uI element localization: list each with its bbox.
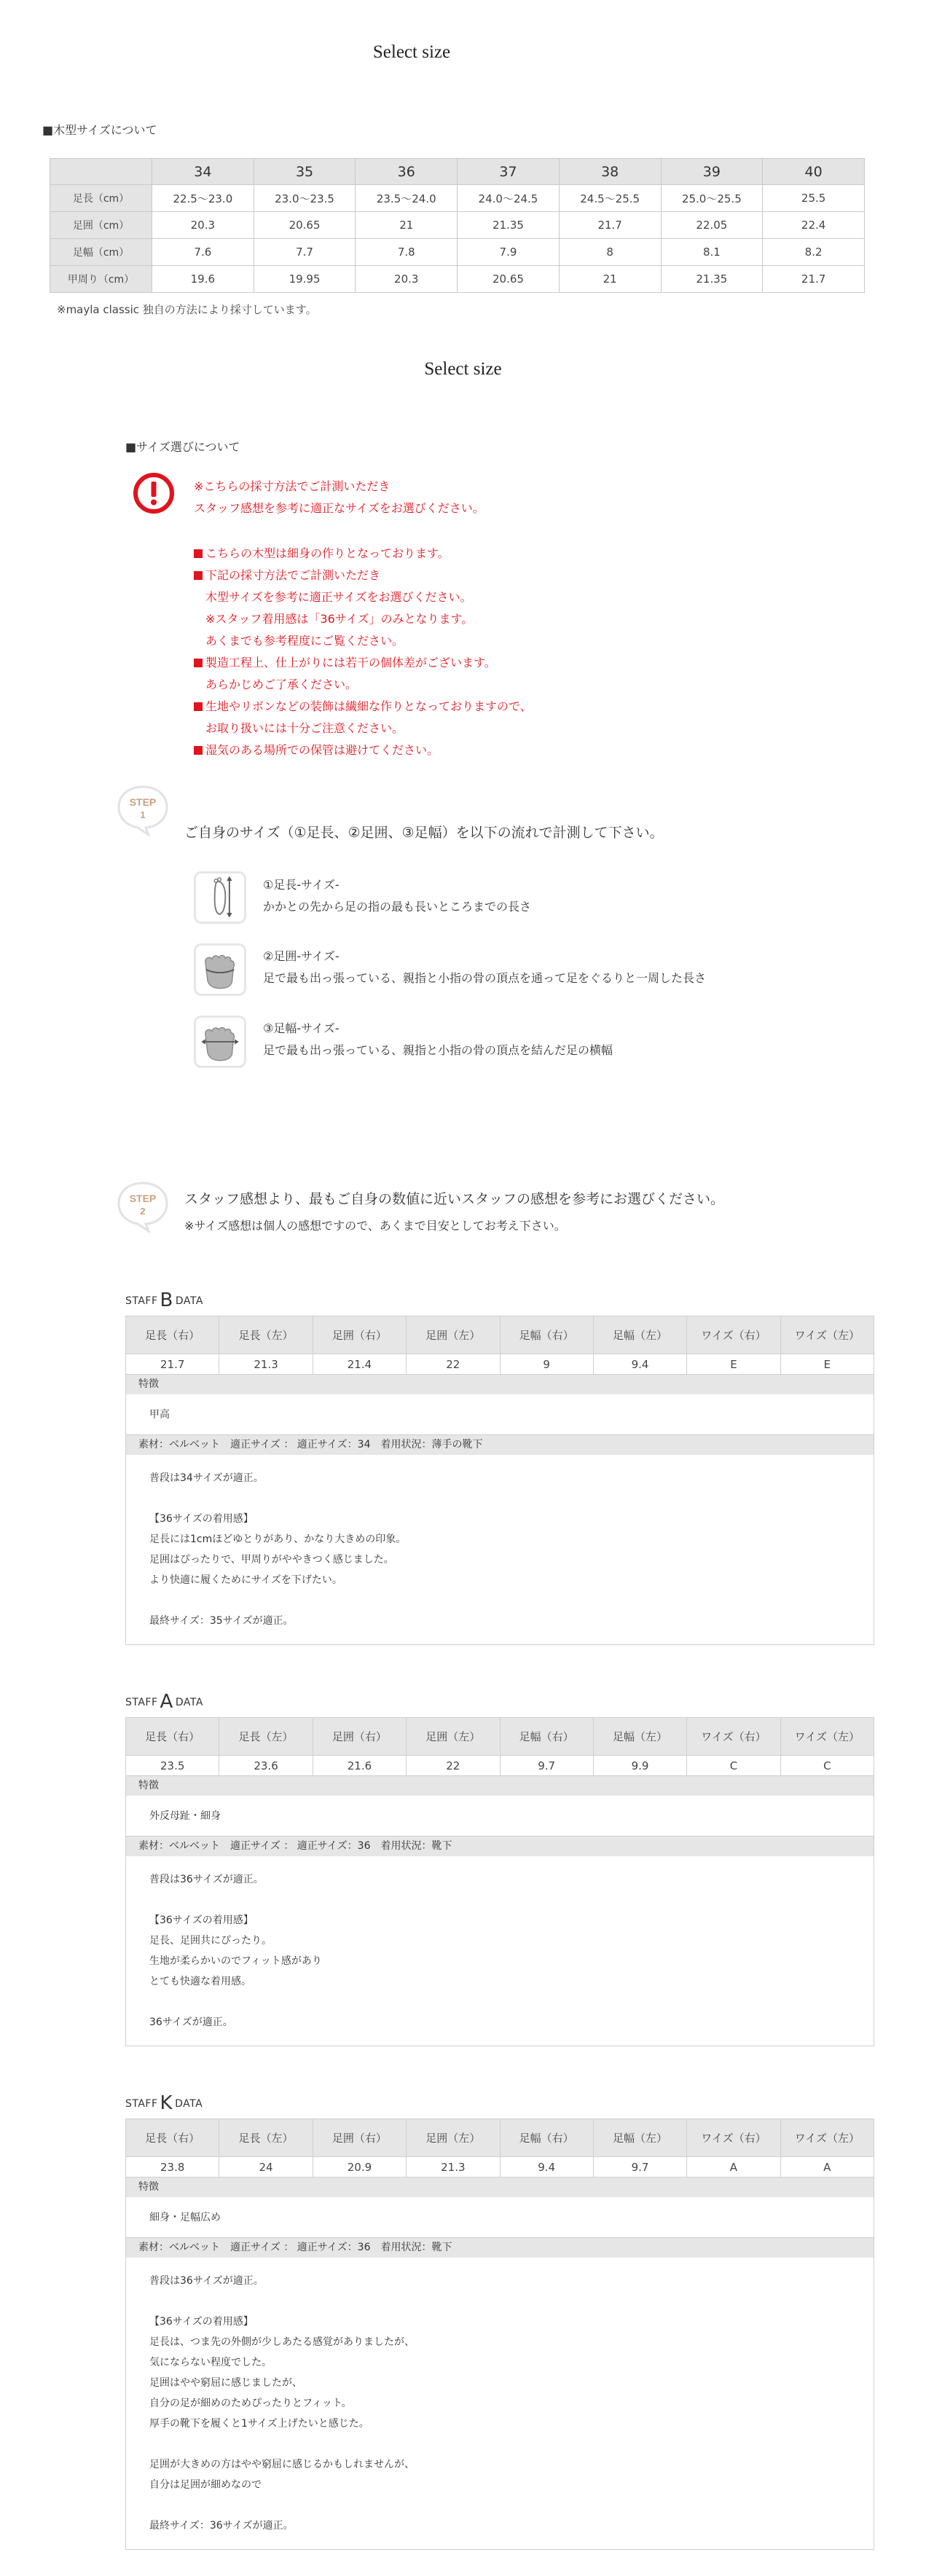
staff-header-cell: 足幅（右） bbox=[500, 1718, 593, 1756]
size-cell: 19.6 bbox=[152, 266, 254, 293]
size-header-cell: 38 bbox=[559, 159, 661, 185]
foot-girth-icon bbox=[194, 943, 246, 996]
staff-block bbox=[125, 1691, 874, 2046]
staff-value-cell: E bbox=[780, 1354, 874, 1375]
notice-text: こちらの木型は細身の作りとなっております。 bbox=[205, 546, 450, 560]
size-cell: 23.5～24.0 bbox=[356, 185, 458, 212]
staff-measure-table bbox=[125, 1316, 874, 1375]
material-info: 素材：ベルベット 適正サイズ ： 適正サイズ：36 着用状況：靴下 bbox=[125, 2238, 874, 2258]
staff-header-cell: 足長（右） bbox=[126, 1718, 219, 1756]
size-header-cell: 34 bbox=[152, 159, 254, 185]
staff-value-cell: 9.4 bbox=[500, 2157, 593, 2178]
size-header-cell: 40 bbox=[763, 159, 865, 185]
notice-line bbox=[194, 674, 532, 696]
material-info: 素材：ベルベット 適正サイズ ： 適正サイズ：34 着用状況：薄手の靴下 bbox=[125, 1435, 874, 1455]
notice-text: あくまでも参考程度にご覧ください。 bbox=[205, 634, 404, 648]
size-cell: 7.8 bbox=[356, 239, 458, 266]
staff-block bbox=[125, 2092, 874, 2550]
measure-title: ③足幅-サイズ- bbox=[263, 1021, 340, 1035]
staff-header-cell: ワイズ（右） bbox=[687, 1316, 780, 1354]
staff-header-cell: 足長（右） bbox=[126, 2119, 219, 2157]
feature-label: 特徴 bbox=[125, 1375, 874, 1394]
comment-line: 【36サイズの着用感】 bbox=[149, 1915, 254, 1926]
size-cell: 8 bbox=[559, 239, 661, 266]
staff-value-cell: 21.3 bbox=[219, 1354, 313, 1375]
staff-header-cell: 足幅（右） bbox=[500, 1316, 593, 1354]
comment-line: 自分は足囲が細めなので bbox=[149, 2479, 262, 2491]
size-header-corner bbox=[50, 159, 152, 185]
staff-value-cell: 21.7 bbox=[126, 1354, 219, 1375]
size-cell: 7.6 bbox=[152, 239, 254, 266]
comment-line: 足囲が大きめの方はやや窮屈に感じるかもしれませんが、 bbox=[149, 2459, 415, 2470]
size-cell: 23.0～23.5 bbox=[254, 185, 356, 212]
staff-heading-prefix: STAFF bbox=[125, 2098, 158, 2110]
comment-line: 普段は36サイズが適正。 bbox=[149, 1874, 264, 1885]
staff-value-cell: 9.4 bbox=[593, 1354, 686, 1375]
staff-header-cell: ワイズ（右） bbox=[687, 1718, 780, 1756]
red-square-bullet-icon bbox=[194, 702, 203, 711]
comment-line: 普段は34サイズが適正。 bbox=[149, 1472, 264, 1484]
step2-badge-label: STEP bbox=[129, 1193, 157, 1204]
staff-comment bbox=[125, 1455, 874, 1645]
step2-badge-number: 2 bbox=[140, 1206, 146, 1217]
notice-text: 製造工程上、仕上がりには若干の個体差がございます。 bbox=[205, 656, 496, 669]
size-header-cell: 37 bbox=[458, 159, 560, 185]
size-cell: 19.95 bbox=[254, 266, 356, 293]
size-cell: 21 bbox=[356, 212, 458, 239]
staff-block bbox=[125, 1289, 874, 1645]
size-row bbox=[50, 239, 865, 266]
staff-value-cell: 9.7 bbox=[500, 1756, 593, 1776]
comment-line bbox=[149, 2291, 850, 2312]
wood-size-table bbox=[50, 158, 865, 293]
staff-value-row bbox=[126, 2157, 874, 2178]
notice-line bbox=[194, 630, 532, 652]
staff-value-cell: 21.6 bbox=[313, 1756, 406, 1776]
staff-header-cell: 足長（左） bbox=[219, 2119, 313, 2157]
staff-header-cell: 足囲（右） bbox=[313, 1718, 406, 1756]
comment-line: 足長には1cmほどゆとりがあり、かなり大きめの印象。 bbox=[149, 1534, 407, 1545]
staff-value-cell: 20.9 bbox=[313, 2157, 406, 2178]
size-cell: 22.4 bbox=[763, 212, 865, 239]
staff-heading-letter: K bbox=[160, 2092, 173, 2114]
staff-measure-table bbox=[125, 2118, 874, 2178]
feature-label: 特徴 bbox=[125, 1776, 874, 1796]
size-row bbox=[50, 266, 865, 293]
staff-heading-letter: B bbox=[160, 1289, 173, 1311]
section-title: Select size bbox=[424, 359, 502, 379]
warning-icon bbox=[132, 471, 176, 515]
material-info: 素材：ベルベット 適正サイズ ： 適正サイズ：36 着用状況：靴下 bbox=[125, 1837, 874, 1856]
staff-value-cell: 9 bbox=[500, 1354, 593, 1375]
step2-note: ※サイズ感想は個人の感想ですので、あくまで目安としてお考え下さい。 bbox=[184, 1219, 566, 1233]
staff-header-cell: 足囲（左） bbox=[407, 1718, 500, 1756]
staff-header-cell: ワイズ（右） bbox=[687, 2119, 780, 2157]
comment-line: 足囲はぴったりで、甲周りがややきつく感じました。 bbox=[149, 1554, 394, 1566]
staff-header-cell: 足囲（右） bbox=[313, 1316, 406, 1354]
size-cell: 8.2 bbox=[763, 239, 865, 266]
staff-header-row bbox=[126, 1718, 874, 1756]
feature-value: 甲高 bbox=[125, 1394, 874, 1435]
feature-value: 外反母趾・細身 bbox=[125, 1796, 874, 1837]
step2-badge-icon bbox=[116, 1180, 170, 1233]
staff-header-cell: 足長（左） bbox=[219, 1718, 313, 1756]
size-cell: 21.35 bbox=[458, 212, 560, 239]
size-cell: 25.0～25.5 bbox=[661, 185, 763, 212]
notice-list bbox=[194, 543, 532, 761]
wood-size-label: ■木型サイズについて bbox=[42, 123, 157, 137]
comment-line bbox=[149, 1488, 850, 1509]
warning-text bbox=[194, 476, 484, 519]
staff-heading bbox=[125, 1691, 874, 1713]
staff-value-cell: 9.7 bbox=[593, 2157, 686, 2178]
size-header-row bbox=[50, 159, 865, 185]
comment-line bbox=[149, 1992, 850, 2012]
red-square-bullet-icon bbox=[194, 549, 203, 558]
comment-line: 足長、足囲共にぴったり。 bbox=[149, 1935, 272, 1947]
comment-line: 【36サイズの着用感】 bbox=[149, 2316, 254, 2328]
staff-heading-suffix: DATA bbox=[175, 1295, 203, 1307]
comment-line: とても快適な着用感。 bbox=[149, 1976, 251, 1987]
comment-line: 【36サイズの着用感】 bbox=[149, 1513, 254, 1525]
notice-line bbox=[194, 696, 532, 718]
size-header-cell: 36 bbox=[356, 159, 458, 185]
staff-header-cell: 足囲（右） bbox=[313, 2119, 406, 2157]
size-cell: 20.3 bbox=[152, 212, 254, 239]
size-cell: 7.9 bbox=[458, 239, 560, 266]
staff-header-cell: 足長（左） bbox=[219, 1316, 313, 1354]
size-cell: 24.0～24.5 bbox=[458, 185, 560, 212]
size-row-label: 足長（cm） bbox=[50, 185, 152, 212]
size-cell: 24.5～25.5 bbox=[559, 185, 661, 212]
measure-title: ②足囲-サイズ- bbox=[263, 949, 340, 963]
staff-value-cell: 24 bbox=[219, 2157, 313, 2178]
size-cell: 20.65 bbox=[458, 266, 560, 293]
red-square-bullet-icon bbox=[194, 659, 203, 667]
staff-value-cell: 22 bbox=[407, 1756, 500, 1776]
staff-header-cell: 足幅（右） bbox=[500, 2119, 593, 2157]
staff-value-cell: A bbox=[780, 2157, 874, 2178]
size-row bbox=[50, 212, 865, 239]
page-title: Select size bbox=[372, 42, 451, 62]
comment-line: 足囲はやや窮屈に感じましたが、 bbox=[149, 2377, 302, 2389]
staff-value-cell: 9.9 bbox=[593, 1756, 686, 1776]
staff-value-row bbox=[126, 1354, 874, 1375]
comment-line: 最終サイズ：36サイズが適正。 bbox=[149, 2520, 294, 2532]
staff-heading-suffix: DATA bbox=[175, 1697, 203, 1708]
staff-header-cell: 足長（右） bbox=[126, 1316, 219, 1354]
staff-header-row bbox=[126, 2119, 874, 2157]
staff-heading bbox=[125, 1289, 874, 1311]
notice-text: あらかじめご了承ください。 bbox=[205, 678, 358, 691]
size-guide-label: ■サイズ選びについて bbox=[125, 440, 240, 454]
staff-value-cell: 23.6 bbox=[219, 1756, 313, 1776]
foot-length-icon bbox=[194, 871, 246, 924]
step1-badge-label: STEP bbox=[129, 796, 157, 808]
size-header-cell: 35 bbox=[254, 159, 356, 185]
warning-line: スタッフ感想を参考に適正なサイズをお選びください。 bbox=[194, 501, 484, 515]
comment-line: 厚手の靴下を履くと1サイズ上げたいと感じた。 bbox=[149, 2418, 369, 2430]
size-cell: 21 bbox=[559, 266, 661, 293]
staff-header-cell: 足囲（左） bbox=[407, 1316, 500, 1354]
comment-line: 足長は、つま先の外側が少しあたる感覚がありましたが、 bbox=[149, 2336, 415, 2348]
staff-value-cell: 21.3 bbox=[407, 2157, 500, 2178]
staff-comment bbox=[125, 1856, 874, 2046]
staff-heading-suffix: DATA bbox=[175, 2098, 203, 2110]
size-row-label: 足幅（cm） bbox=[50, 239, 152, 266]
size-cell: 22.05 bbox=[661, 212, 763, 239]
size-cell: 20.65 bbox=[254, 212, 356, 239]
wood-size-note: ※mayla classic 独自の方法により採寸しています。 bbox=[57, 303, 317, 316]
feature-value: 細身・足幅広め bbox=[125, 2197, 874, 2238]
size-cell: 20.3 bbox=[356, 266, 458, 293]
notice-line bbox=[194, 586, 532, 608]
notice-text: ※スタッフ着用感は「36サイズ」のみとなります。 bbox=[205, 612, 474, 626]
step2-instruction: スタッフ感想より、最もご自身の数値に近いスタッフの感想を参考にお選びください。 bbox=[184, 1191, 725, 1207]
foot-width-icon bbox=[194, 1016, 246, 1068]
staff-header-row bbox=[126, 1316, 874, 1354]
comment-line: 生地が柔らかいのでフィット感があり bbox=[149, 1955, 322, 1967]
comment-line: 普段は36サイズが適正。 bbox=[149, 2275, 264, 2287]
comment-line bbox=[149, 2495, 850, 2516]
red-square-bullet-icon bbox=[194, 746, 203, 755]
staff-value-cell: C bbox=[780, 1756, 874, 1776]
comment-line: 36サイズが適正。 bbox=[149, 2017, 233, 2028]
red-square-bullet-icon bbox=[194, 571, 203, 580]
notice-line bbox=[194, 565, 532, 586]
staff-heading-prefix: STAFF bbox=[125, 1697, 158, 1708]
measure-description: 足で最も出っ張っている、親指と小指の骨の頂点を結んだ足の横幅 bbox=[263, 1043, 613, 1057]
staff-value-row bbox=[126, 1756, 874, 1776]
comment-line: 気にならない程度でした。 bbox=[149, 2357, 272, 2368]
size-row-label: 甲周り（cm） bbox=[50, 266, 152, 293]
comment-line bbox=[149, 2434, 850, 2454]
comment-line: 自分の足が細めのためぴったりとフィット。 bbox=[149, 2398, 352, 2409]
step1-badge-icon bbox=[116, 784, 170, 836]
size-row bbox=[50, 185, 865, 212]
staff-header-cell: ワイズ（左） bbox=[780, 1316, 874, 1354]
size-cell: 25.5 bbox=[763, 185, 865, 212]
staff-measure-table bbox=[125, 1717, 874, 1776]
staff-heading-letter: A bbox=[160, 1691, 173, 1713]
staff-header-cell: ワイズ（左） bbox=[780, 1718, 874, 1756]
measure-description: かかとの先から足の指の最も長いところまでの長さ bbox=[263, 900, 532, 914]
staff-heading-prefix: STAFF bbox=[125, 1295, 158, 1307]
size-cell: 21.35 bbox=[661, 266, 763, 293]
comment-line: 最終サイズ：35サイズが適正。 bbox=[149, 1615, 294, 1627]
notice-text: 下記の採寸方法でご計測いただき bbox=[205, 568, 381, 582]
measure-description: 足で最も出っ張っている、親指と小指の骨の頂点を通って足をぐるりと一周した長さ bbox=[263, 971, 707, 985]
staff-header-cell: ワイズ（左） bbox=[780, 2119, 874, 2157]
notice-line bbox=[194, 739, 532, 761]
staff-heading bbox=[125, 2092, 874, 2114]
notice-text: 湿気のある場所での保管は避けてください。 bbox=[205, 743, 439, 757]
notice-line bbox=[194, 652, 532, 674]
size-cell: 8.1 bbox=[661, 239, 763, 266]
size-row-label: 足囲（cm） bbox=[50, 212, 152, 239]
step1-badge-number: 1 bbox=[140, 809, 146, 820]
staff-value-cell: C bbox=[687, 1756, 780, 1776]
staff-value-cell: A bbox=[687, 2157, 780, 2178]
notice-text: お取り扱いには十分ご注意ください。 bbox=[205, 721, 404, 735]
size-cell: 22.5～23.0 bbox=[152, 185, 254, 212]
size-header-cell: 39 bbox=[661, 159, 763, 185]
feature-label: 特徴 bbox=[125, 2178, 874, 2197]
staff-comment bbox=[125, 2258, 874, 2550]
staff-value-cell: 23.8 bbox=[126, 2157, 219, 2178]
size-cell: 21.7 bbox=[763, 266, 865, 293]
staff-header-cell: 足幅（左） bbox=[593, 1316, 686, 1354]
comment-line bbox=[149, 1890, 850, 1910]
notice-text: 木型サイズを参考に適正サイズをお選びください。 bbox=[205, 590, 472, 604]
size-cell: 21.7 bbox=[559, 212, 661, 239]
step1-instruction: ご自身のサイズ（①足長、②足囲、③足幅）を以下の流れで計測して下さい。 bbox=[184, 825, 664, 841]
size-cell: 7.7 bbox=[254, 239, 356, 266]
warning-line: ※こちらの採寸方法でご計測いただき bbox=[194, 479, 391, 493]
staff-value-cell: E bbox=[687, 1354, 780, 1375]
staff-header-cell: 足幅（左） bbox=[593, 2119, 686, 2157]
staff-value-cell: 22 bbox=[407, 1354, 500, 1375]
notice-line bbox=[194, 608, 532, 630]
comment-line: より快適に履くためにサイズを下げたい。 bbox=[149, 1574, 342, 1586]
staff-value-cell: 23.5 bbox=[126, 1756, 219, 1776]
staff-header-cell: 足幅（左） bbox=[593, 1718, 686, 1756]
notice-line bbox=[194, 718, 532, 739]
measure-title: ①足長-サイズ- bbox=[263, 878, 340, 892]
comment-line bbox=[149, 1590, 850, 1611]
staff-header-cell: 足囲（左） bbox=[407, 2119, 500, 2157]
notice-line bbox=[194, 543, 532, 565]
notice-text: 生地やリボンなどの装飾は繊細な作りとなっておりますので、 bbox=[205, 699, 532, 713]
staff-value-cell: 21.4 bbox=[313, 1354, 406, 1375]
